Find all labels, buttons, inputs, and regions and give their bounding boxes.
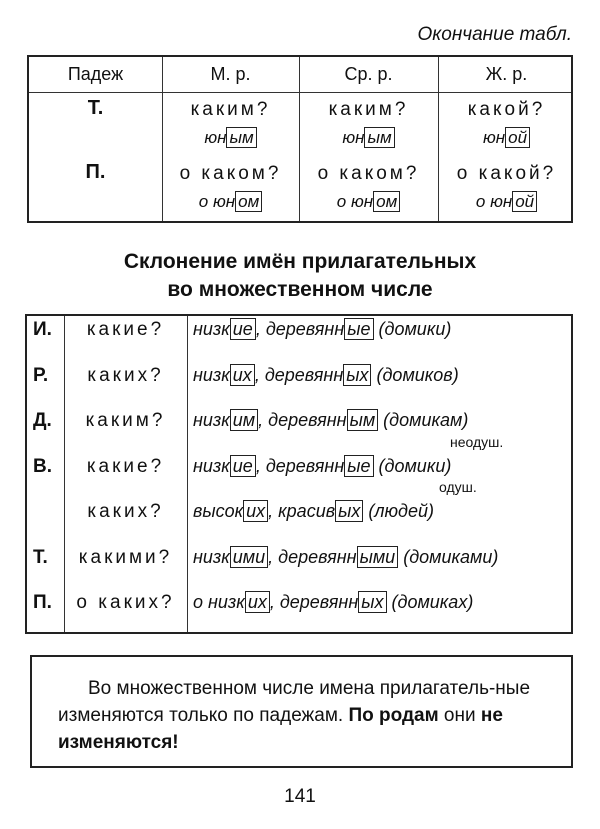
question: каких? bbox=[87, 364, 164, 386]
word-part: низк bbox=[193, 455, 230, 476]
example-phrase bbox=[193, 592, 473, 613]
word-ending: ие bbox=[230, 455, 256, 477]
animacy-note: одуш. bbox=[439, 479, 477, 495]
word-part: , деревянн bbox=[255, 455, 345, 476]
animacy-note: неодуш. bbox=[450, 433, 504, 450]
word-part: (домиков) bbox=[371, 364, 459, 385]
word-part: высок bbox=[193, 501, 244, 521]
question: какие? bbox=[86, 455, 165, 477]
word-ending: ых bbox=[358, 591, 386, 613]
question: какие? bbox=[86, 319, 165, 340]
word-prefix: о bbox=[475, 192, 491, 211]
example-phrase bbox=[193, 501, 434, 522]
question: какими? bbox=[78, 546, 173, 568]
case-label: И. bbox=[33, 319, 52, 340]
word-part: низк bbox=[193, 319, 230, 339]
word-stem: юн bbox=[204, 128, 227, 147]
table-row bbox=[27, 433, 571, 486]
word-prefix: о bbox=[336, 192, 351, 211]
title-line: во множественном числе bbox=[167, 278, 433, 301]
word-ending: ыми bbox=[357, 546, 399, 568]
word-part: , деревянн bbox=[254, 364, 344, 385]
singular-declension-table bbox=[27, 55, 573, 223]
example-phrase bbox=[193, 365, 459, 386]
example-word bbox=[162, 192, 299, 212]
word-ending: ие bbox=[230, 318, 256, 340]
word-part: , деревянн bbox=[258, 410, 347, 430]
word-ending: ом bbox=[373, 191, 400, 212]
word-part: (домиками) bbox=[398, 546, 499, 567]
plural-declension-table bbox=[25, 314, 573, 634]
case-label: Д. bbox=[33, 410, 52, 431]
word-ending: их bbox=[245, 591, 270, 613]
question: каким? bbox=[190, 99, 271, 120]
example-word bbox=[299, 192, 438, 212]
example-phrase bbox=[193, 456, 451, 477]
case-label: Т. bbox=[87, 97, 104, 119]
question: каким? bbox=[85, 410, 166, 431]
question: каких? bbox=[87, 501, 164, 522]
word-part: (домикам) bbox=[378, 410, 469, 430]
table-continuation-caption: Окончание табл. bbox=[417, 24, 572, 45]
word-stem: юн bbox=[212, 192, 236, 211]
rule-text: Во множественном числе имена прилагатель-ные изменяются только по падежам. bbox=[58, 678, 531, 726]
word-ending: ым bbox=[347, 409, 379, 431]
question: о какой? bbox=[456, 163, 557, 184]
case-label: Р. bbox=[33, 364, 49, 386]
word-ending: ими bbox=[230, 546, 268, 568]
rule-text: они bbox=[438, 705, 481, 726]
word-part: (домики) bbox=[373, 455, 452, 476]
example-phrase bbox=[193, 410, 468, 431]
word-part: , деревянн bbox=[255, 319, 345, 339]
case-label: П. bbox=[85, 161, 106, 183]
word-stem: юн bbox=[342, 128, 365, 147]
word-stem: юн bbox=[482, 128, 506, 147]
title-line: Склонение имён прилагательных bbox=[123, 250, 477, 273]
word-part: (людей) bbox=[363, 501, 435, 521]
word-ending: ых bbox=[335, 500, 363, 522]
word-ending: их bbox=[230, 364, 255, 386]
word-ending: им bbox=[230, 409, 258, 431]
word-ending: ых bbox=[343, 364, 371, 386]
column-header: М. р. bbox=[210, 64, 251, 84]
word-ending: ой bbox=[505, 127, 530, 148]
column-header: Ж. р. bbox=[485, 64, 528, 84]
example-word bbox=[162, 128, 299, 148]
word-part: низк bbox=[193, 546, 230, 567]
word-ending: ые bbox=[344, 318, 373, 340]
case-label: П. bbox=[33, 592, 52, 613]
case-label: Т. bbox=[33, 546, 48, 568]
rule-bold: не изменяются! bbox=[58, 705, 503, 753]
word-part: , деревянн bbox=[268, 546, 357, 567]
word-stem: юн bbox=[490, 192, 513, 211]
word-ending: ой bbox=[512, 191, 537, 212]
example-phrase bbox=[193, 319, 451, 340]
word-ending: ым bbox=[226, 127, 256, 148]
table-row bbox=[27, 592, 571, 622]
word-stem: юн bbox=[350, 192, 374, 211]
example-phrase bbox=[193, 547, 498, 568]
word-ending: ом bbox=[235, 191, 262, 212]
table-row bbox=[27, 479, 571, 531]
rule-box bbox=[30, 655, 573, 768]
word-part: низк bbox=[193, 364, 230, 385]
page-number: 141 bbox=[284, 786, 316, 807]
word-part: низк bbox=[193, 410, 230, 430]
word-prefix: о bbox=[198, 192, 213, 211]
word-part: (домиках) bbox=[386, 592, 474, 612]
example-word bbox=[299, 128, 438, 148]
word-part: низк bbox=[208, 592, 245, 612]
table-row bbox=[27, 319, 571, 349]
column-header: Падеж bbox=[67, 64, 124, 84]
example-word bbox=[438, 128, 575, 148]
word-ending: ые bbox=[344, 455, 373, 477]
word-part: (домики) bbox=[373, 319, 452, 339]
case-label: В. bbox=[33, 455, 52, 477]
table-row bbox=[27, 365, 571, 395]
word-part: , деревянн bbox=[269, 592, 359, 612]
word-part: о bbox=[193, 592, 209, 612]
question: каким? bbox=[328, 99, 409, 120]
word-ending: ым bbox=[364, 127, 394, 148]
question: о каком? bbox=[317, 163, 420, 184]
table-row bbox=[27, 547, 571, 577]
word-ending: их bbox=[243, 500, 268, 522]
question: о каких? bbox=[76, 592, 175, 613]
column-header: Ср. р. bbox=[344, 64, 393, 84]
example-word bbox=[438, 192, 575, 212]
question: какой? bbox=[467, 99, 546, 120]
word-part: , красив bbox=[268, 501, 336, 521]
rule-bold: По родам bbox=[348, 705, 439, 726]
section-title bbox=[0, 248, 600, 304]
question: о каком? bbox=[179, 163, 282, 184]
